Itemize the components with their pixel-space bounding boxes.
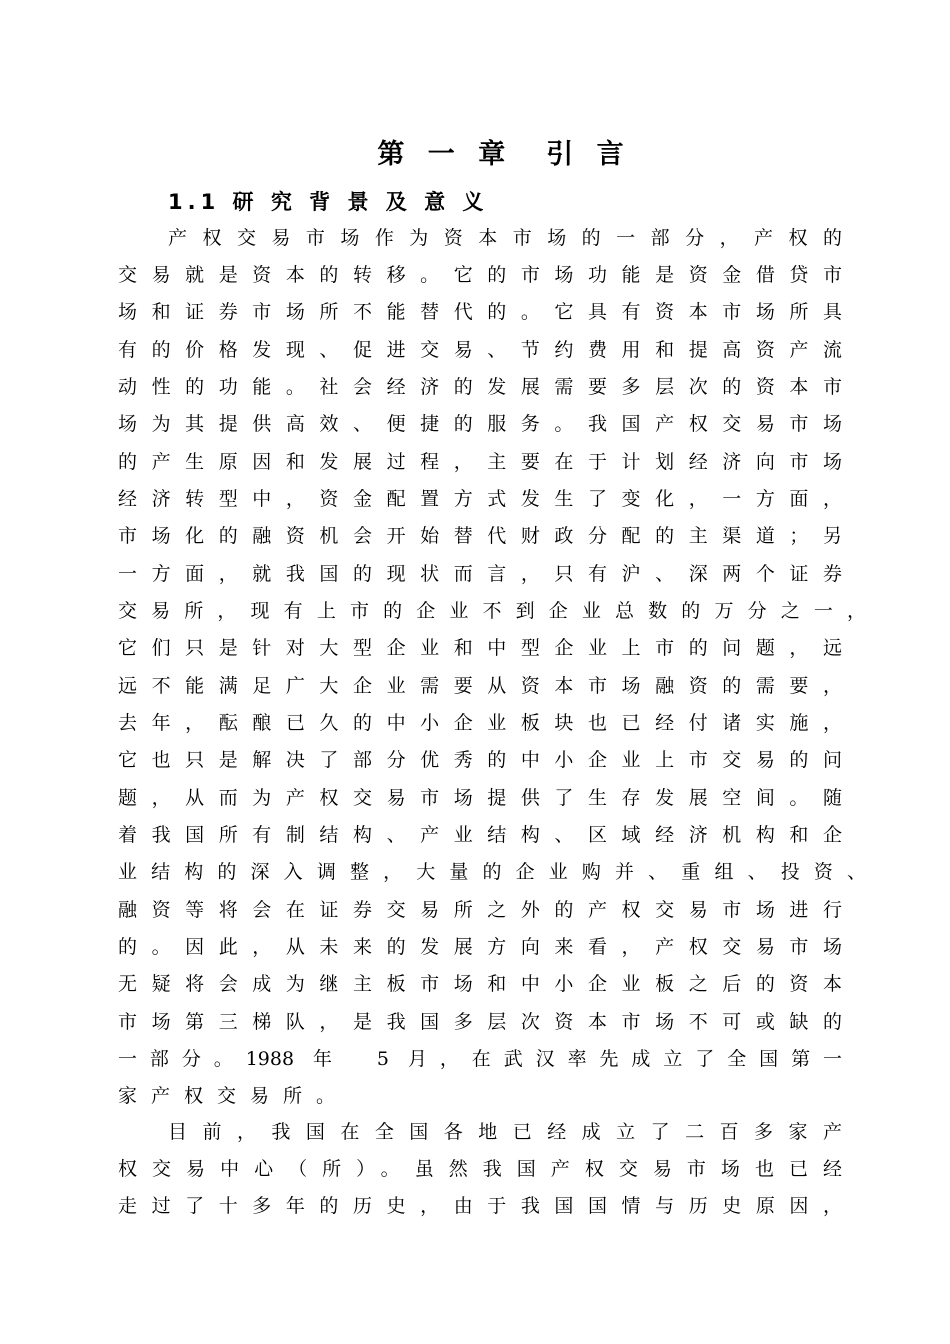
text-line: 无疑将会成为继主板市场和中小企业板之后的资本	[118, 973, 842, 995]
text-line: 的。因此，从未来的发展方向来看，产权交易市场	[118, 936, 842, 958]
text-line: 走过了十多年的历史，由于我国国情与历史原因，	[118, 1195, 842, 1217]
text-line: 远不能满足广大企业需要从资本市场融资的需要，	[118, 675, 842, 697]
text-line: 的产生原因和发展过程，主要在于计划经济向市场	[118, 451, 842, 473]
text-line: 权交易中心（所）。虽然我国产权交易市场也已经	[118, 1158, 842, 1180]
text-line: 交易所，现有上市的企业不到企业总数的万分之一，	[118, 600, 866, 622]
text-line: 它们只是针对大型企业和中型企业上市的问题，远	[118, 637, 842, 659]
text-line: 着我国所有制结构、产业结构、区域经济机构和企	[118, 824, 842, 846]
text-line: 市场化的融资机会开始替代财政分配的主渠道；另	[118, 525, 842, 547]
text-line: 动性的功能。社会经济的发展需要多层次的资本市	[118, 376, 842, 398]
text-line: 经济转型中，资金配置方式发生了变化，一方面，	[118, 488, 842, 510]
text-line: 产权交易市场作为资本市场的一部分，产权的	[168, 227, 842, 249]
text-line: 题，从而为产权交易市场提供了生存发展空间。随	[118, 787, 842, 809]
text-line: 交易就是资本的转移。它的市场功能是资金借贷市	[118, 264, 842, 286]
text-line: 场为其提供高效、便捷的服务。我国产权交易市场	[118, 413, 842, 435]
text-line: 融资等将会在证券交易所之外的产权交易市场进行	[118, 899, 842, 921]
text-line: 它也只是解决了部分优秀的中小企业上市交易的问	[118, 749, 842, 771]
text-line: 市场第三梯队，是我国多层次资本市场不可或缺的	[118, 1011, 842, 1033]
text-line: 有的价格发现、促进交易、节约费用和提高资产流	[118, 339, 842, 361]
text-line: 目前，我国在全国各地已经成立了二百多家产	[168, 1121, 842, 1143]
text-line: 场和证券市场所不能替代的。它具有资本市场所具	[118, 301, 842, 323]
chapter-title: 第 一 章 引 言	[377, 139, 631, 170]
text-line: 一部分。1988 年 5 月，在武汉率先成立了全国第一	[118, 1048, 842, 1070]
text-line: 家产权交易所。	[118, 1085, 350, 1107]
section-title: 1.1 研 究 背 景 及 意 义	[168, 190, 489, 214]
text-line: 一方面，就我国的现状而言，只有沪、深两个证券	[118, 563, 842, 585]
text-line: 去年，酝酿已久的中小企业板块也已经付诸实施，	[118, 712, 842, 734]
text-line: 业结构的深入调整，大量的企业购并、重组、投资、	[118, 861, 866, 883]
